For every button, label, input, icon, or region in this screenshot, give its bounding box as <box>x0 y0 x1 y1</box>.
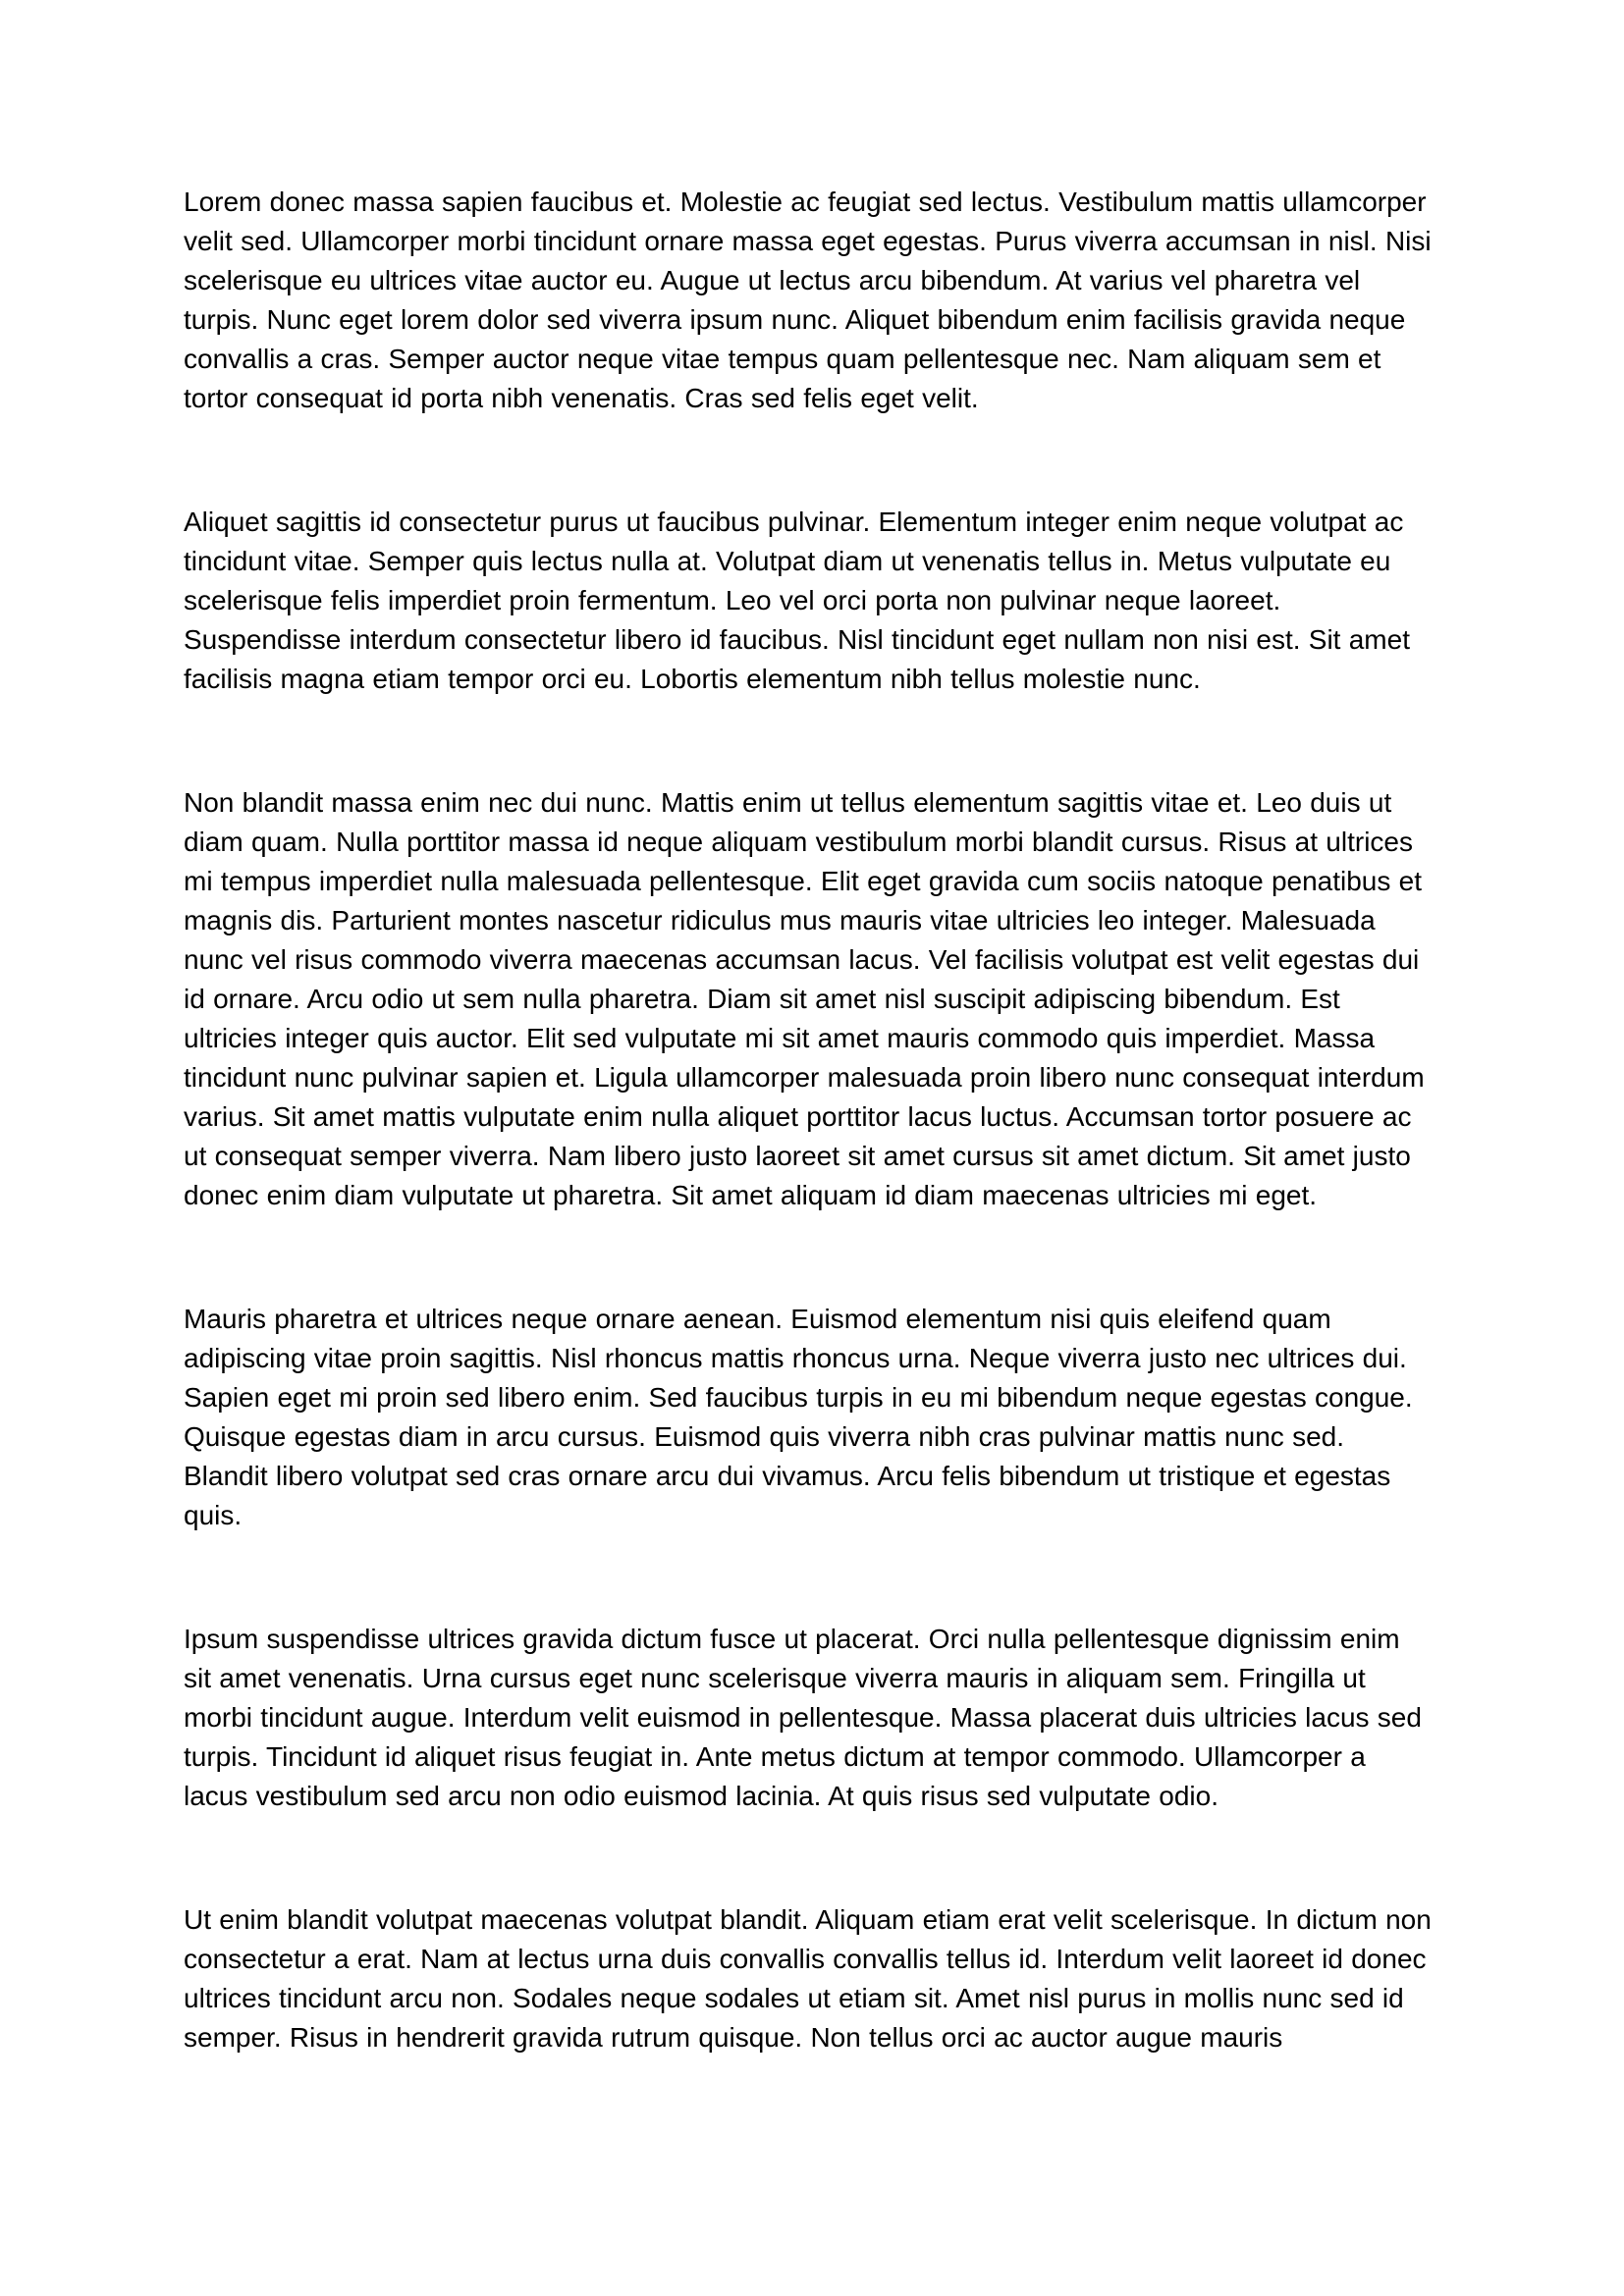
paragraph-1: Lorem donec massa sapien faucibus et. Molestie ac feugiat sed lectus. Vestibulum mattis ullamcorper velit sed. Ullamcorper morbi tincidunt ornare massa eget egestas. Purus viverra accumsan in nisl. Nisi scelerisque eu ultrices vitae auctor eu. Augue ut lectus arcu bibendum. At varius vel pharetra vel turpis. Nunc eget lorem dolor sed viverra ipsum nunc. Aliquet bibendum enim facilisis gravida neque convallis a cras. Semper auctor neque vitae tempus quam pellentesque nec. Nam aliquam sem et tortor consequat id porta nibh venenatis. Cras sed felis eget velit. <box>184 187 1432 413</box>
paragraph-5: Ipsum suspendisse ultrices gravida dictum fusce ut placerat. Orci nulla pellentesque dignissim enim sit amet venenatis. Urna cursus eget nunc scelerisque viverra mauris in aliquam sem. Fringilla ut morbi tincidunt augue. Interdum velit euismod in pellentesque. Massa placerat duis ultricies lacus sed turpis. Tincidunt id aliquet risus feugiat in. Ante metus dictum at tempor commodo. Ullamcorper a lacus vestibulum sed arcu non odio euismod lacinia. At quis risus sed vulputate odio. <box>184 1624 1422 1811</box>
paragraph-3: Non blandit massa enim nec dui nunc. Mattis enim ut tellus elementum sagittis vitae et. Leo duis ut diam quam. Nulla porttitor massa id neque aliquam vestibulum morbi blandit cursus. Risus at ultrices mi tempus imperdiet nulla malesuada pellentesque. Elit eget gravida cum sociis natoque penatibus et magnis dis. Parturient montes nascetur ridiculus mus mauris vitae ultricies leo integer. Malesuada nunc vel risus commodo viverra maecenas accumsan lacus. Vel facilisis volutpat est velit egestas dui id ornare. Arcu odio ut sem nulla pharetra. Diam sit amet nisl suscipit adipiscing bibendum. Est ultricies integer quis auctor. Elit sed vulputate mi sit amet mauris commodo quis imperdiet. Massa tincidunt nunc pulvinar sapien et. Ligula ullamcorper malesuada proin libero nunc consequat interdum varius. Sit amet mattis vulputate enim nulla aliquet porttitor lacus luctus. Accumsan tortor posuere ac ut consequat semper viverra. Nam libero justo laoreet sit amet cursus sit amet dictum. Sit amet justo donec enim diam vulputate ut pharetra. Sit amet aliquam id diam maecenas ultricies mi eget. <box>184 787 1425 1210</box>
paragraph-2: Aliquet sagittis id consectetur purus ut faucibus pulvinar. Elementum integer enim neque volutpat ac tincidunt vitae. Semper quis lectus nulla at. Volutpat diam ut venenatis tellus in. Metus vulputate eu scelerisque felis imperdiet proin fermentum. Leo vel orci porta non pulvinar neque laoreet. Suspendisse interdum consectetur libero id faucibus. Nisl tincidunt eget nullam non nisi est. Sit amet facilisis magna etiam tempor orci eu. Lobortis elementum nibh tellus molestie nunc. <box>184 507 1410 694</box>
paragraph-6: Ut enim blandit volutpat maecenas volutpat blandit. Aliquam etiam erat velit scelerisque. In dictum non consectetur a erat. Nam at lectus urna duis convallis convallis tellus id. Interdum velit laoreet id donec ultrices tincidunt arcu non. Sodales neque sodales ut etiam sit. Amet nisl purus in mollis nunc sed id semper. Risus in hendrerit gravida rutrum quisque. Non tellus orci ac auctor augue mauris <box>184 1904 1432 2053</box>
document-body-text <box>184 183 1435 2057</box>
paragraph-4: Mauris pharetra et ultrices neque ornare aenean. Euismod elementum nisi quis eleifend quam adipiscing vitae proin sagittis. Nisl rhoncus mattis rhoncus urna. Neque viverra justo nec ultrices dui. Sapien eget mi proin sed libero enim. Sed faucibus turpis in eu mi bibendum neque egestas congue. Quisque egestas diam in arcu cursus. Euismod quis viverra nibh cras pulvinar mattis nunc sed. Blandit libero volutpat sed cras ornare arcu dui vivamus. Arcu felis bibendum ut tristique et egestas quis. <box>184 1304 1413 1530</box>
